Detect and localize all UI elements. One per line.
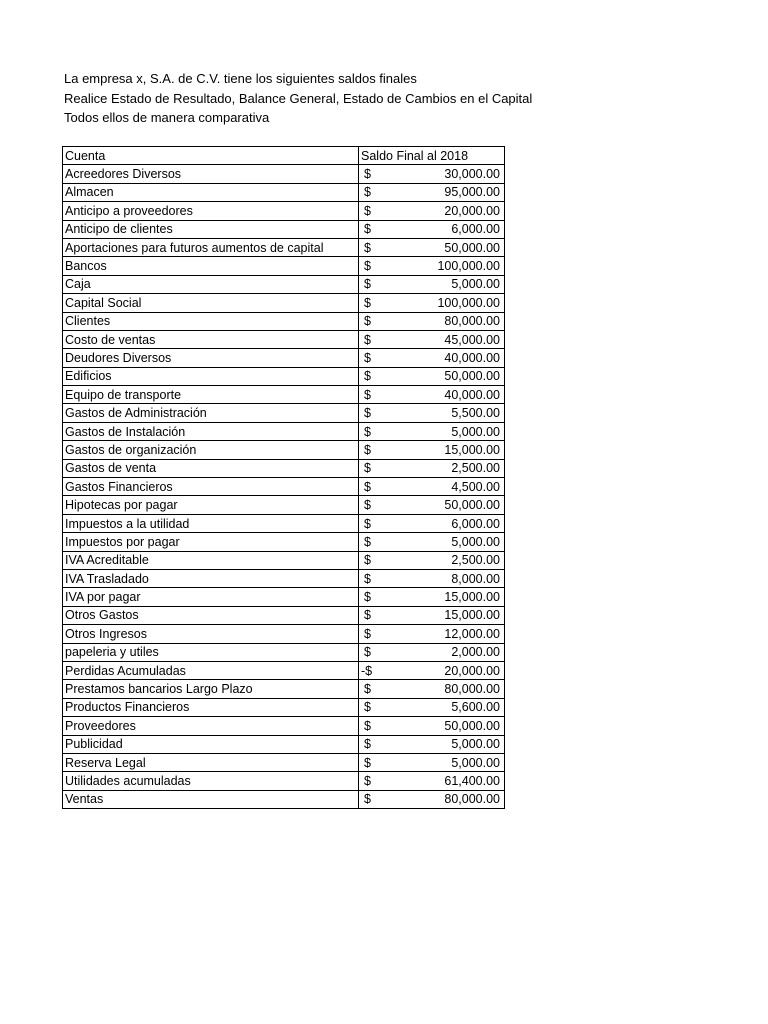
- intro-line-2: Realice Estado de Resultado, Balance General, Estado de Cambios en el Capital: [64, 90, 533, 106]
- account-name: Anticipo de clientes: [63, 220, 359, 238]
- amount-value: 6,000.00: [451, 222, 500, 237]
- amount-cell: [361, 277, 502, 291]
- amount-cell: [361, 792, 502, 806]
- currency-sign: $: [364, 442, 371, 457]
- table-row: [63, 753, 505, 771]
- currency-sign: $: [364, 498, 371, 513]
- account-balance: [359, 606, 505, 624]
- amount-value: 20,000.00: [444, 203, 500, 218]
- account-name: Acreedores Diversos: [63, 165, 359, 183]
- amount-cell: [361, 388, 502, 402]
- currency-symbol: [361, 498, 371, 512]
- account-balance: [359, 625, 505, 643]
- currency-sign: $: [364, 185, 371, 200]
- table-row: [63, 569, 505, 587]
- account-balance: [359, 220, 505, 238]
- amount-cell: [361, 369, 502, 383]
- account-balance: [359, 643, 505, 661]
- currency-sign: $: [364, 645, 371, 660]
- table-row: [63, 312, 505, 330]
- currency-sign: $: [364, 773, 371, 788]
- amount-cell: [361, 314, 502, 328]
- amount-cell: [361, 259, 502, 273]
- account-balance: [359, 238, 505, 256]
- currency-sign: $: [364, 277, 371, 292]
- table-row: [63, 275, 505, 293]
- amount-cell: [361, 296, 502, 310]
- column-header-account: Cuenta: [63, 147, 359, 165]
- currency-symbol: [361, 756, 371, 770]
- currency-symbol: [361, 590, 371, 604]
- currency-sign: $: [364, 387, 371, 402]
- amount-value: 50,000.00: [444, 240, 500, 255]
- amount-cell: [361, 756, 502, 770]
- amount-cell: [361, 222, 502, 236]
- currency-symbol: [361, 682, 371, 696]
- table-row: [63, 349, 505, 367]
- currency-sign: $: [364, 203, 371, 218]
- amount-cell: [361, 167, 502, 181]
- account-name: Aportaciones para futuros aumentos de capital: [63, 238, 359, 256]
- currency-symbol: [361, 369, 371, 383]
- amount-cell: [361, 480, 502, 494]
- amount-value: 2,500.00: [451, 553, 500, 568]
- currency-sign: $: [364, 737, 371, 752]
- amount-cell: [361, 351, 502, 365]
- currency-sign: $: [364, 590, 371, 605]
- account-name: Gastos Financieros: [63, 478, 359, 496]
- currency-sign: $: [364, 167, 371, 182]
- table-row: [63, 165, 505, 183]
- amount-cell: [361, 774, 502, 788]
- currency-symbol: [361, 185, 371, 199]
- currency-symbol: [361, 351, 371, 365]
- table-row: [63, 514, 505, 532]
- amount-value: 8,000.00: [451, 571, 500, 586]
- account-balance: [359, 496, 505, 514]
- account-balance: [359, 790, 505, 808]
- account-balance: [359, 330, 505, 348]
- amount-cell: [361, 425, 502, 439]
- amount-cell: [361, 608, 502, 622]
- account-name: Perdidas Acumuladas: [63, 661, 359, 679]
- amount-value: 5,000.00: [451, 534, 500, 549]
- instructions: [64, 69, 532, 128]
- currency-symbol: [361, 167, 371, 181]
- account-balance: [359, 202, 505, 220]
- currency-symbol: [361, 241, 371, 255]
- currency-symbol: [361, 774, 371, 788]
- amount-cell: [361, 498, 502, 512]
- account-balance: [359, 514, 505, 532]
- table-row: [63, 386, 505, 404]
- account-balance: [359, 459, 505, 477]
- amount-cell: [361, 517, 502, 531]
- table-row: [63, 735, 505, 753]
- account-name: Almacen: [63, 183, 359, 201]
- account-balance: [359, 735, 505, 753]
- account-balance: [359, 275, 505, 293]
- account-name: IVA por pagar: [63, 588, 359, 606]
- amount-value: 5,500.00: [451, 406, 500, 421]
- amount-cell: [361, 572, 502, 586]
- table-row: [63, 606, 505, 624]
- amount-value: 2,000.00: [451, 645, 500, 660]
- table-row: [63, 661, 505, 679]
- amount-cell: [361, 406, 502, 420]
- amount-value: 5,000.00: [451, 277, 500, 292]
- account-name: Otros Ingresos: [63, 625, 359, 643]
- currency-symbol: [361, 296, 371, 310]
- account-name: Deudores Diversos: [63, 349, 359, 367]
- amount-value: 6,000.00: [451, 516, 500, 531]
- currency-sign: $: [364, 626, 371, 641]
- table-row: [63, 496, 505, 514]
- currency-sign: $: [364, 332, 371, 347]
- account-name: Equipo de transporte: [63, 386, 359, 404]
- account-balance: [359, 386, 505, 404]
- amount-value: 50,000.00: [444, 369, 500, 384]
- currency-sign: $: [364, 222, 371, 237]
- currency-symbol: [361, 406, 371, 420]
- currency-sign: $: [364, 553, 371, 568]
- negative-sign: -: [361, 663, 366, 678]
- currency-sign: $: [364, 350, 371, 365]
- amount-value: 12,000.00: [444, 626, 500, 641]
- amount-value: 4,500.00: [451, 479, 500, 494]
- currency-symbol: [361, 627, 371, 641]
- table-row: [63, 772, 505, 790]
- account-name: Bancos: [63, 257, 359, 275]
- currency-symbol: [361, 461, 371, 475]
- currency-symbol: [361, 333, 371, 347]
- amount-value: 30,000.00: [444, 167, 500, 182]
- table-row: [63, 459, 505, 477]
- account-name: Gastos de Administración: [63, 404, 359, 422]
- amount-value: 5,000.00: [451, 755, 500, 770]
- currency-symbol: [361, 535, 371, 549]
- currency-symbol: [361, 425, 371, 439]
- table-header-row: [63, 147, 505, 165]
- account-balance: [359, 753, 505, 771]
- account-balance: [359, 312, 505, 330]
- amount-value: 100,000.00: [437, 295, 500, 310]
- table-row: [63, 625, 505, 643]
- account-name: Prestamos bancarios Largo Plazo: [63, 680, 359, 698]
- account-name: Edificios: [63, 367, 359, 385]
- account-name: Proveedores: [63, 717, 359, 735]
- account-name: papeleria y utiles: [63, 643, 359, 661]
- table-row: [63, 551, 505, 569]
- table-row: [63, 422, 505, 440]
- account-name: IVA Acreditable: [63, 551, 359, 569]
- currency-symbol: [361, 645, 371, 659]
- account-balance: [359, 569, 505, 587]
- account-balance: [359, 422, 505, 440]
- account-balance: [359, 551, 505, 569]
- account-name: Publicidad: [63, 735, 359, 753]
- amount-cell: [361, 553, 502, 567]
- table-row: [63, 698, 505, 716]
- account-balance: [359, 257, 505, 275]
- balances-table: [62, 146, 505, 809]
- amount-cell: [361, 333, 502, 347]
- amount-cell: [361, 664, 502, 678]
- table-row: [63, 680, 505, 698]
- currency-sign: $: [364, 295, 371, 310]
- amount-value: 100,000.00: [437, 259, 500, 274]
- currency-sign: $: [364, 682, 371, 697]
- account-name: Gastos de venta: [63, 459, 359, 477]
- amount-value: 20,000.00: [444, 663, 500, 678]
- table-row: [63, 643, 505, 661]
- account-balance: [359, 717, 505, 735]
- account-balance: [359, 661, 505, 679]
- amount-value: 15,000.00: [444, 442, 500, 457]
- table-row: [63, 790, 505, 808]
- amount-cell: [361, 241, 502, 255]
- currency-symbol: [361, 700, 371, 714]
- amount-value: 50,000.00: [444, 718, 500, 733]
- currency-symbol: [361, 737, 371, 751]
- currency-sign: $: [364, 461, 371, 476]
- account-name: Ventas: [63, 790, 359, 808]
- currency-symbol: [361, 719, 371, 733]
- account-balance: [359, 680, 505, 698]
- account-balance: [359, 183, 505, 201]
- table-row: [63, 220, 505, 238]
- currency-symbol: [361, 664, 372, 678]
- currency-symbol: [361, 314, 371, 328]
- amount-cell: [361, 590, 502, 604]
- amount-cell: [361, 204, 502, 218]
- account-balance: [359, 294, 505, 312]
- account-balance: [359, 772, 505, 790]
- account-name: Reserva Legal: [63, 753, 359, 771]
- account-name: Impuestos a la utilidad: [63, 514, 359, 532]
- currency-symbol: [361, 277, 371, 291]
- intro-line-3: Todos ellos de manera comparativa: [64, 110, 270, 125]
- amount-cell: [361, 185, 502, 199]
- account-name: Gastos de organización: [63, 441, 359, 459]
- table-row: [63, 294, 505, 312]
- currency-sign: $: [364, 479, 371, 494]
- amount-value: 5,600.00: [451, 700, 500, 715]
- amount-value: 95,000.00: [444, 185, 500, 200]
- amount-value: 80,000.00: [444, 792, 500, 807]
- currency-sign: $: [364, 792, 371, 807]
- amount-value: 5,000.00: [451, 737, 500, 752]
- currency-sign: $: [364, 406, 371, 421]
- table-row: [63, 257, 505, 275]
- table-row: [63, 330, 505, 348]
- currency-symbol: [361, 222, 371, 236]
- table-row: [63, 717, 505, 735]
- account-name: Anticipo a proveedores: [63, 202, 359, 220]
- intro-line-1: La empresa x, S.A. de C.V. tiene los siguientes saldos finales: [64, 71, 417, 86]
- account-name: Costo de ventas: [63, 330, 359, 348]
- account-name: Otros Gastos: [63, 606, 359, 624]
- currency-symbol: [361, 443, 371, 457]
- amount-cell: [361, 682, 502, 696]
- currency-symbol: [361, 259, 371, 273]
- account-name: IVA Trasladado: [63, 569, 359, 587]
- amount-value: 2,500.00: [451, 461, 500, 476]
- table-row: [63, 404, 505, 422]
- account-name: Caja: [63, 275, 359, 293]
- amount-cell: [361, 443, 502, 457]
- account-balance: [359, 165, 505, 183]
- currency-symbol: [361, 480, 371, 494]
- currency-sign: $: [364, 516, 371, 531]
- account-name: Productos Financieros: [63, 698, 359, 716]
- currency-symbol: [361, 553, 371, 567]
- amount-value: 61,400.00: [444, 773, 500, 788]
- account-balance: [359, 478, 505, 496]
- table-row: [63, 533, 505, 551]
- amount-value: 15,000.00: [444, 608, 500, 623]
- account-balance: [359, 533, 505, 551]
- currency-sign: $: [364, 534, 371, 549]
- currency-sign: $: [364, 259, 371, 274]
- account-balance: [359, 698, 505, 716]
- table-row: [63, 183, 505, 201]
- amount-value: 40,000.00: [444, 350, 500, 365]
- account-balance: [359, 349, 505, 367]
- currency-symbol: [361, 388, 371, 402]
- amount-cell: [361, 645, 502, 659]
- amount-cell: [361, 719, 502, 733]
- table-row: [63, 238, 505, 256]
- account-name: Impuestos por pagar: [63, 533, 359, 551]
- currency-sign: $: [364, 755, 371, 770]
- table-row: [63, 367, 505, 385]
- account-name: Capital Social: [63, 294, 359, 312]
- currency-sign: $: [364, 608, 371, 623]
- amount-value: 80,000.00: [444, 314, 500, 329]
- column-header-balance: Saldo Final al 2018: [359, 147, 505, 165]
- amount-value: 15,000.00: [444, 590, 500, 605]
- account-balance: [359, 367, 505, 385]
- currency-symbol: [361, 608, 371, 622]
- amount-cell: [361, 700, 502, 714]
- amount-value: 45,000.00: [444, 332, 500, 347]
- currency-sign: $: [364, 700, 371, 715]
- amount-cell: [361, 737, 502, 751]
- currency-sign: $: [364, 718, 371, 733]
- table-row: [63, 478, 505, 496]
- table-body: [63, 165, 505, 809]
- table-row: [63, 588, 505, 606]
- currency-sign: $: [364, 424, 371, 439]
- currency-symbol: [361, 572, 371, 586]
- table-row: [63, 202, 505, 220]
- amount-cell: [361, 627, 502, 641]
- currency-sign: $: [364, 240, 371, 255]
- account-balance: [359, 404, 505, 422]
- currency-symbol: [361, 517, 371, 531]
- account-name: Clientes: [63, 312, 359, 330]
- amount-cell: [361, 535, 502, 549]
- account-name: Utilidades acumuladas: [63, 772, 359, 790]
- currency-sign: $: [365, 663, 373, 678]
- amount-value: 5,000.00: [451, 424, 500, 439]
- table-row: [63, 441, 505, 459]
- account-name: Hipotecas por pagar: [63, 496, 359, 514]
- account-balance: [359, 588, 505, 606]
- amount-value: 80,000.00: [444, 682, 500, 697]
- currency-sign: $: [364, 369, 371, 384]
- amount-value: 40,000.00: [444, 387, 500, 402]
- amount-value: 50,000.00: [444, 498, 500, 513]
- account-balance: [359, 441, 505, 459]
- currency-sign: $: [364, 314, 371, 329]
- account-name: Gastos de Instalación: [63, 422, 359, 440]
- currency-symbol: [361, 204, 371, 218]
- currency-symbol: [361, 792, 371, 806]
- amount-cell: [361, 461, 502, 475]
- currency-sign: $: [364, 571, 371, 586]
